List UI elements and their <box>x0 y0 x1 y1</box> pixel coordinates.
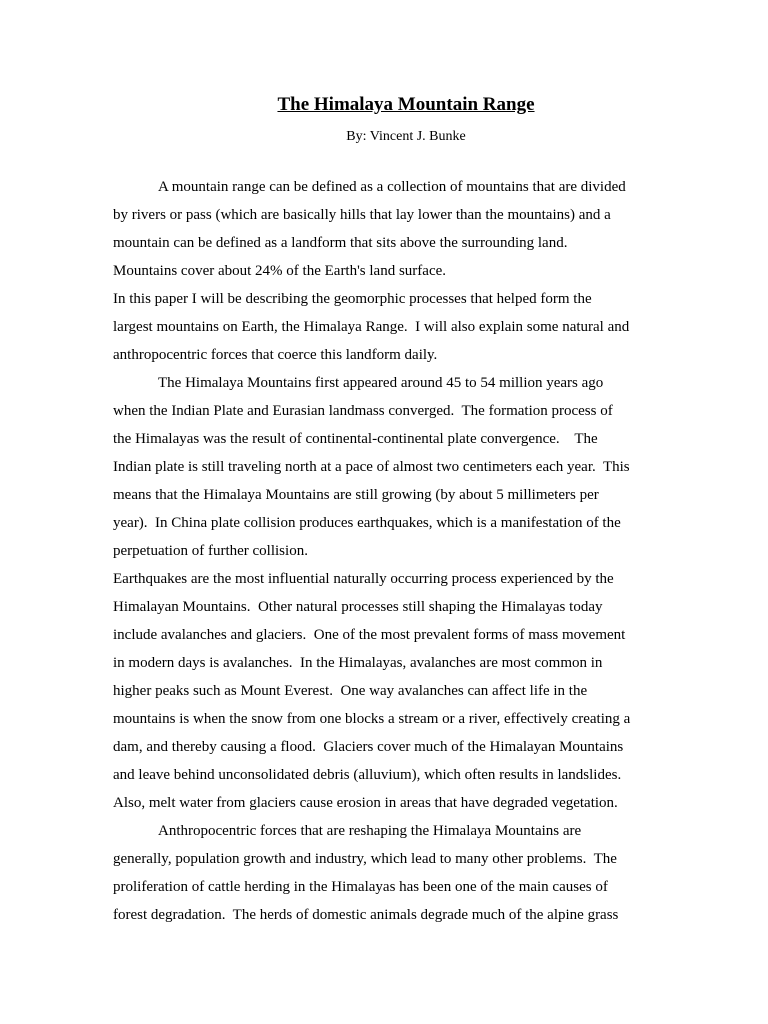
body-text-line: forest degradation. The herds of domestic animals degrade much of the alpine grass <box>113 907 619 923</box>
body-text-line: and leave behind unconsolidated debris (alluvium), which often results in landslides. <box>113 767 622 783</box>
body-text-line: generally, population growth and industry, which lead to many other problems. The <box>113 851 617 867</box>
author-byline: By: Vincent J. Bunke <box>346 129 466 144</box>
body-text-line: A mountain range can be defined as a collection of mountains that are divided <box>158 179 626 195</box>
document-body <box>113 173 673 929</box>
body-text-line: mountains is when the snow from one blocks a stream or a river, effectively creating a <box>113 711 631 727</box>
body-text-line: proliferation of cattle herding in the Himalayas has been one of the main causes of <box>113 879 608 895</box>
body-text-line: the Himalayas was the result of continental-continental plate convergence. The <box>113 431 598 447</box>
document-title: The Himalaya Mountain Range <box>277 94 535 115</box>
body-text-line: means that the Himalaya Mountains are still growing (by about 5 millimeters per <box>113 487 599 503</box>
body-text-line: Indian plate is still traveling north at a pace of almost two centimeters each year. This <box>113 459 630 475</box>
body-text-line: Also, melt water from glaciers cause erosion in areas that have degraded vegetation. <box>113 795 618 811</box>
body-text-line: mountain can be defined as a landform that sits above the surrounding land. <box>113 235 568 251</box>
body-text-line: The Himalaya Mountains first appeared around 45 to 54 million years ago <box>158 375 604 391</box>
body-text-line: when the Indian Plate and Eurasian landmass converged. The formation process of <box>113 403 613 419</box>
body-text-line: include avalanches and glaciers. One of the most prevalent forms of mass movement <box>113 627 626 643</box>
body-text-line: higher peaks such as Mount Everest. One way avalanches can affect life in the <box>113 683 588 699</box>
body-text-line: Himalayan Mountains. Other natural processes still shaping the Himalayas today <box>113 599 603 615</box>
body-text-line: year). In China plate collision produces earthquakes, which is a manifestation of the <box>113 515 621 531</box>
body-text-line: in modern days is avalanches. In the Himalayas, avalanches are most common in <box>113 655 603 671</box>
body-text-line: anthropocentric forces that coerce this landform daily. <box>113 347 438 363</box>
body-text-line: Mountains cover about 24% of the Earth's land surface. <box>113 263 447 279</box>
body-text-line: In this paper I will be describing the geomorphic processes that helped form the <box>113 291 592 307</box>
body-text-line: largest mountains on Earth, the Himalaya Range. I will also explain some natural and <box>113 319 630 335</box>
body-text-line: perpetuation of further collision. <box>113 543 308 559</box>
body-text-line: dam, and thereby causing a flood. Glaciers cover much of the Himalayan Mountains <box>113 739 624 755</box>
body-text-line: Anthropocentric forces that are reshaping the Himalaya Mountains are <box>158 823 582 839</box>
body-text-line: Earthquakes are the most influential naturally occurring process experienced by the <box>113 571 614 587</box>
body-text-line: by rivers or pass (which are basically hills that lay lower than the mountains) and a <box>113 207 611 223</box>
